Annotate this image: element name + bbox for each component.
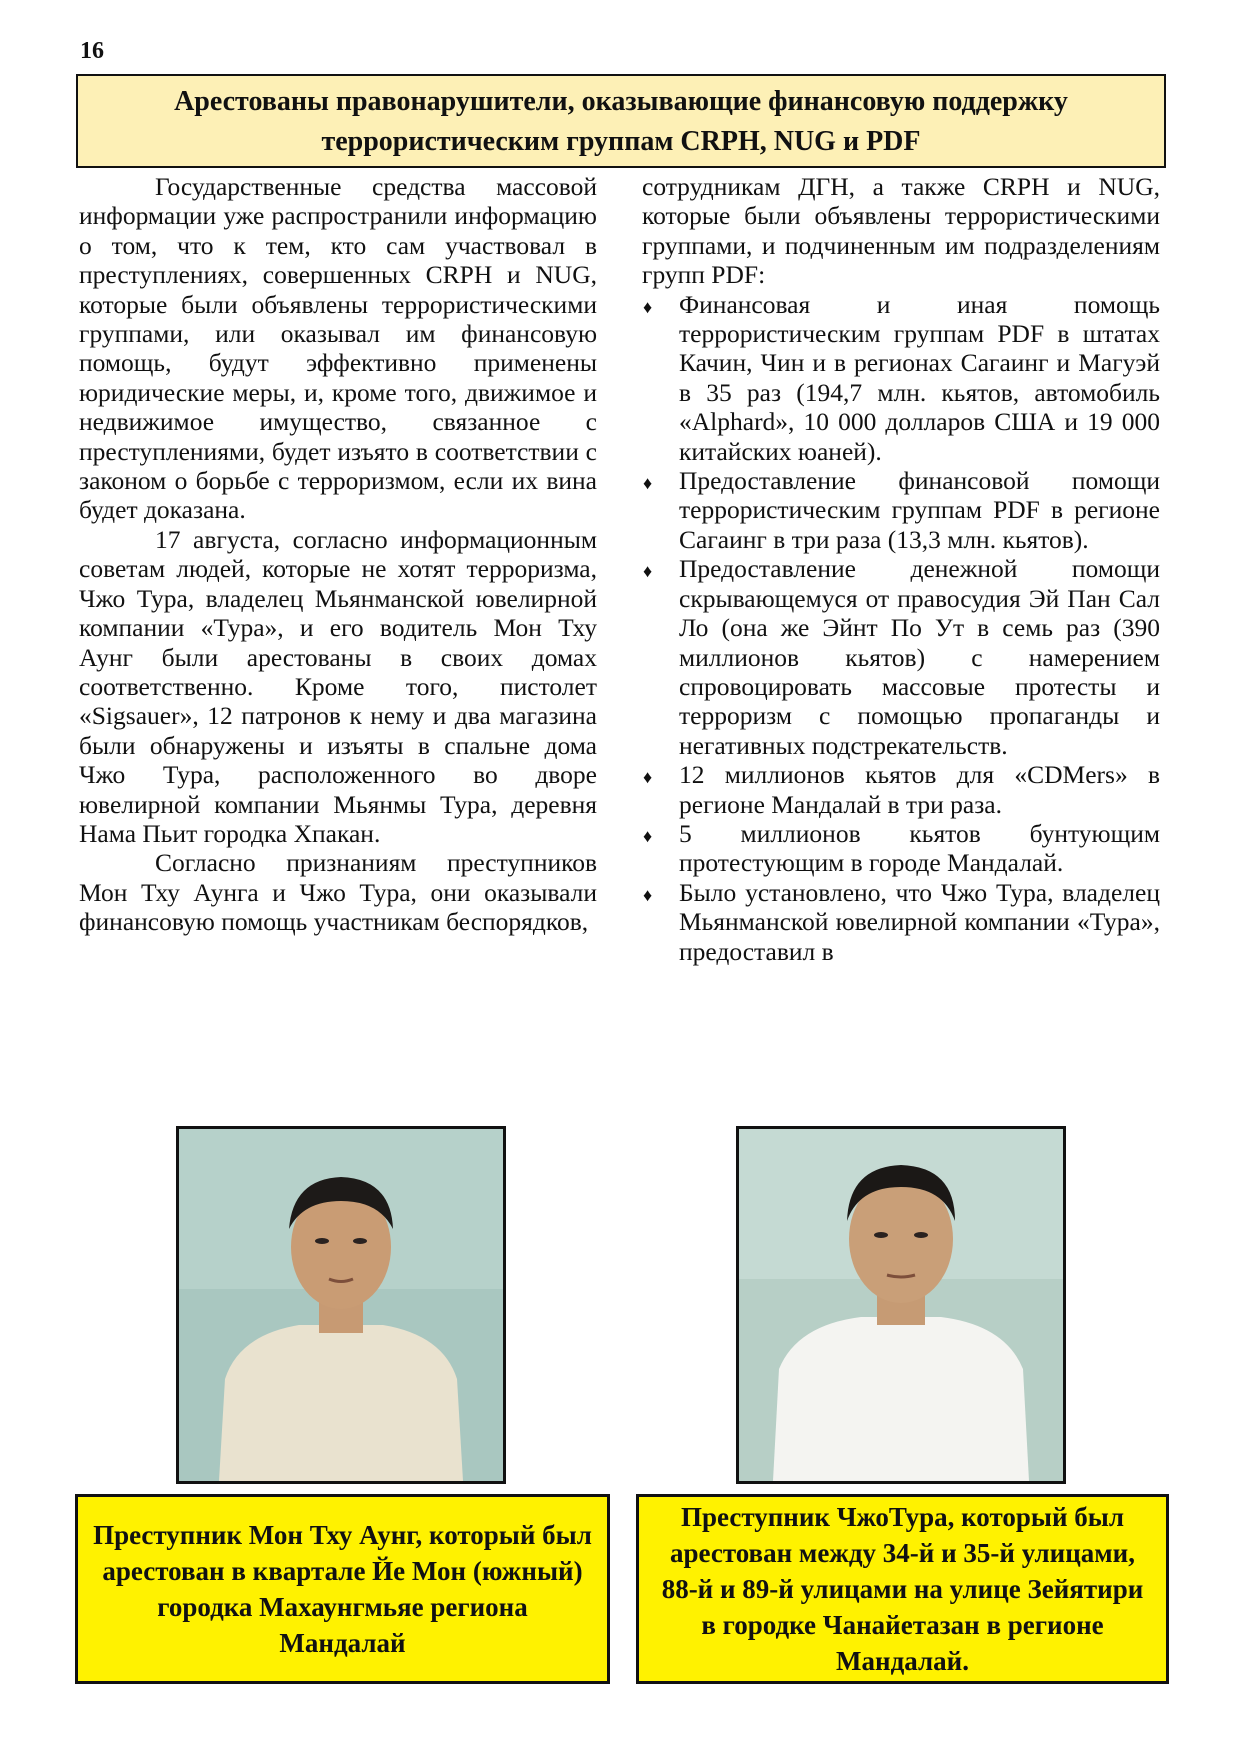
assistance-list — [642, 290, 1160, 966]
photo-caption-right — [636, 1494, 1169, 1684]
list-item — [642, 819, 1160, 878]
diamond-bullet-icon: ♦ — [643, 473, 653, 494]
list-item — [642, 760, 1160, 819]
page-number: 16 — [80, 38, 104, 64]
paragraph-3: Согласно признаниям преступников Мон Тху Аунга и Чжо Тура, они оказывали финансовую помощь участникам беспорядков, — [79, 848, 597, 937]
suspect-photo-mon-thu-aung — [176, 1126, 506, 1484]
article-headline — [76, 74, 1166, 168]
list-item-text: Предоставление финансовой помощи террористическим группам PDF в регионе Сагаинг в три раза (13,3 млн. кьятов). — [679, 466, 1160, 554]
caption-text: Преступник Мон Тху Аунг, который был арестован в квартале Йе Мон (южный) городка Махаунгмьяе региона Мандалай — [93, 1520, 592, 1658]
list-item — [642, 466, 1160, 554]
left-text-column — [79, 172, 597, 937]
person-portrait-icon — [739, 1129, 1063, 1481]
list-item-text: Предоставление денежной помощи скрывающемуся от правосудия Эй Пан Сал Ло (она же Эйнт По Ут в семь раз (390 миллионов кьятов) с намерением спровоцировать массовые протесты и терроризм с помощью пропаганды и негативных подстрекательств. — [679, 554, 1160, 760]
diamond-bullet-icon: ♦ — [643, 296, 653, 317]
diamond-bullet-icon: ♦ — [643, 825, 653, 846]
suspect-photo-kyaw-thura — [736, 1126, 1066, 1484]
right-intro: сотрудникам ДГН, а также CRPH и NUG, которые были объявлены террористическими группами, и подчиненным им подразделениям групп PDF: — [642, 172, 1160, 290]
diamond-bullet-icon: ♦ — [643, 884, 653, 905]
paragraph-1: Государственные средства массовой информации уже распространили информацию о том, что к тем, кто сам участвовал в преступлениях, совершенных CRPH и NUG, которые были объявлены террористическими группами, или оказывал им финансовую помощь, будут эффективно применены юридические меры, и, кроме того, движимое и недвижимое имущество, связанное с преступлениями, будет изъято в соответствии с законом о борьбе с терроризмом, если их вина будет доказана. — [79, 172, 597, 525]
diamond-bullet-icon: ♦ — [643, 561, 653, 582]
photo-caption-left — [75, 1494, 610, 1684]
list-item — [642, 554, 1160, 760]
list-item-text: 12 миллионов кьятов для «CDMers» в регионе Мандалай в три раза. — [679, 760, 1160, 819]
person-portrait-icon — [179, 1129, 503, 1481]
caption-text: Преступник ЧжоТура, который был арестован между 34-й и 35-й улицами, 88-й и 89-й улицами на улице Зейятири в городке Чанайетазан в регионе Мандалай. — [661, 1502, 1144, 1676]
list-item-text: Финансовая и иная помощь террористическим группам PDF в штатах Качин, Чин и в регионах Сагаинг и Магуэй в 35 раз (194,7 млн. кьятов, автомобиль «Alphard», 10 000 долларов США и 19 000 китайских юаней). — [679, 289, 1160, 466]
list-item-text: Было установлено, что Чжо Тура, владелец Мьянманской ювелирной компании «Тура», предоставил в — [679, 877, 1160, 966]
list-item — [642, 290, 1160, 466]
diamond-bullet-icon: ♦ — [643, 767, 653, 788]
paragraph-2: 17 августа, согласно информационным советам людей, которые не хотят терроризма, Чжо Тура, владелец Мьянманской ювелирной компании «Тура», и его водитель Мон Тху Аунг были арестованы в своих домах соответственно. Кроме того, пистолет «Sigsauer», 12 патронов к нему и два магазина были обнаружены и изъяты в спальне дома Чжо Тура, расположенного во дворе ювелирной компании Мьянмы Тура, деревня Нама Пьит городка Хпакан. — [79, 524, 597, 848]
right-text-column — [642, 172, 1160, 966]
list-item — [642, 878, 1160, 966]
headline-line-1: Арестованы правонарушители, оказывающие финансовую поддержку — [174, 86, 1068, 117]
list-item-text: 5 миллионов кьятов бунтующим протестующим в городе Мандалай. — [679, 818, 1160, 878]
headline-line-2: террористическим группам CRPH, NUG и PDF — [321, 126, 921, 157]
